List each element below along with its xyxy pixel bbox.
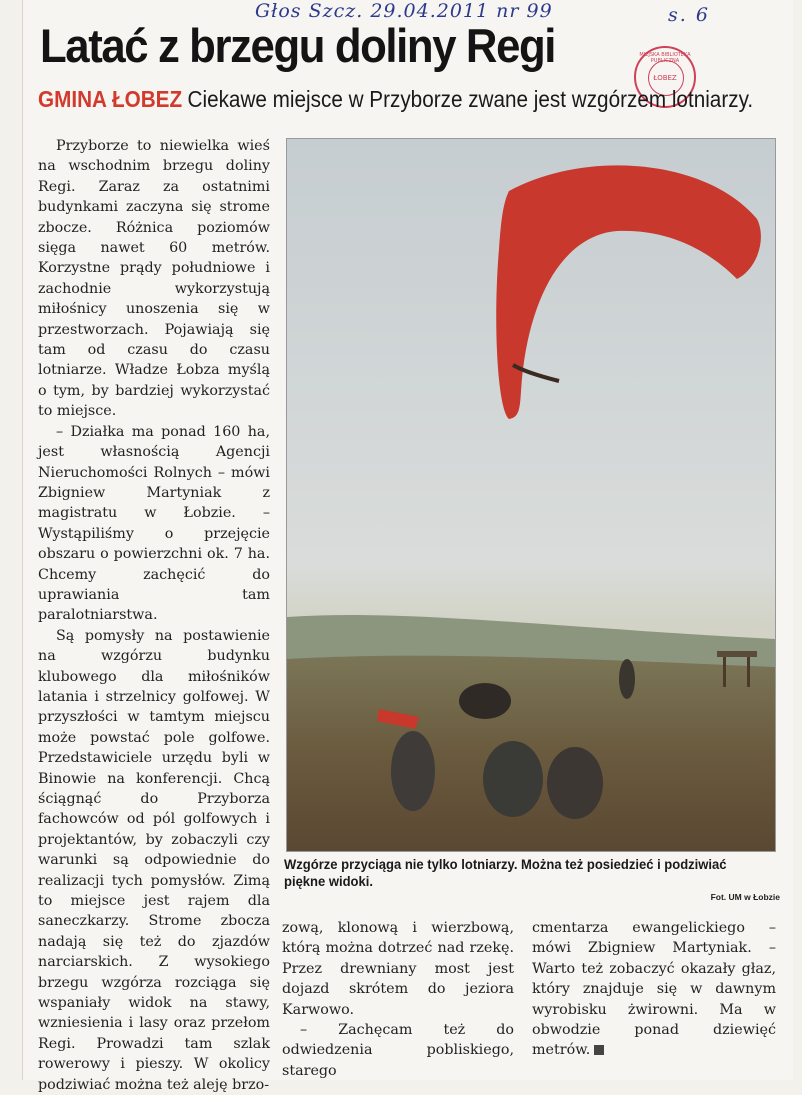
end-of-article-icon	[594, 1045, 604, 1055]
article-deck	[38, 86, 754, 113]
handwritten-source-note: Głos Szcz. 29.04.2011 nr 99	[255, 0, 553, 22]
paragraph: – Zachęcam też do odwiedzenia pobliskiego, starego	[282, 1022, 514, 1079]
wooden-shelter-roof	[717, 651, 757, 657]
paragraph: zową, klonową i wierzbową, którą można dotrzeć nad rzekę. Przez drewniany most jest dojazd skrótem do jeziora Karwowo.	[282, 920, 514, 1018]
seated-person	[483, 741, 543, 817]
seated-person	[547, 747, 603, 819]
standing-person	[619, 659, 635, 699]
paragraph: Są pomysły na postawienie na wzgórzu budynku klubowego dla miłośników latania i strzelnicy golfowej. W przyszłości w tamtym miejscu może powstać pole golfowe. Przedstawiciele urzędu byli w Binowie na konferencji. Chcą ściągnąć do Przyborza fachowców od pól golfowych i projektantów, by zobaczyli czy warunki są odpowiednie do realizacji tych pomysłów. Zimą to miejsce jest rajem dla saneczkarzy. Strome zbocza nadają się też do zjazdów narciarskich. Z wysokiego brzegu wzgórza rozciąga się wspaniały widok na stawy, wzniesienia i lasy oraz przełom Regi. Prowadzi tam szlak rowerowy i pieszy. W okolicy podziwiać można też aleję brzo-	[38, 627, 270, 1093]
paragraph: Przyborze to niewielka wieś na wschodnim brzegu doliny Regi. Zaraz za ostatnimi budynkami zaczyna się strome zbocze. Różnica poziomów sięga nawet 60 metrów. Korzystne prądy południowe i zachodnie wykorzystują miłośnicy unoszenia się w przestworzach. Pojawiają się tam od czasu do czasu lotniarze. Władze Łobza myślą o tym, by bardziej wykorzystać to miejsce.	[38, 138, 270, 420]
article-column-3	[532, 918, 776, 1061]
photo-credit: Fot. UM w Łobzie	[710, 892, 780, 902]
paraglider-photo-illustration	[287, 139, 775, 851]
stamp-ring-text: MIEJSKA BIBLIOTEKA PUBLICZNA	[639, 52, 691, 64]
section-kicker: GMINA ŁOBEZ	[38, 86, 183, 112]
article-subtitle: Ciekawe miejsce w Przyborze zwane jest wzgórzem lotniarzy.	[187, 86, 754, 112]
article-photo	[286, 138, 776, 852]
handwritten-page-number: s. 6	[668, 4, 710, 26]
seated-person	[391, 731, 435, 811]
article-column-2	[282, 918, 514, 1081]
paragraph-text: cmentarza ewangelickiego – mówi Zbigniew Martyniak. – Warto też zobaczyć okazały głaz, który znajduje się w dawnym wyrobisku żwirowni. Ma w obwodzie ponad dziewięć metrów.	[532, 920, 776, 1059]
shelter-post	[747, 657, 750, 687]
paragraph: – Działka ma ponad 160 ha, jest własnością Agencji Nieruchomości Rolnych – mówi Zbigniew Martyniak z magistratu w Łobzie. – Wystąpiliśmy o przejęcie obszaru o powierzchni ok. 7 ha. Chcemy zachęcić do uprawiania tam paralotniarstwa.	[38, 423, 270, 624]
article-headline: Latać z brzegu doliny Regi	[40, 19, 556, 72]
stamp-center-text: ŁOBEZ	[653, 74, 677, 82]
paragraph	[532, 918, 776, 1061]
shelter-post	[723, 657, 726, 687]
photo-caption: Wzgórze przyciąga nie tylko lotniarzy. Można też posiedzieć i podziwiać piękne widoki.	[284, 856, 727, 889]
pilot-harness	[459, 683, 511, 719]
article-column-1	[38, 136, 270, 1095]
